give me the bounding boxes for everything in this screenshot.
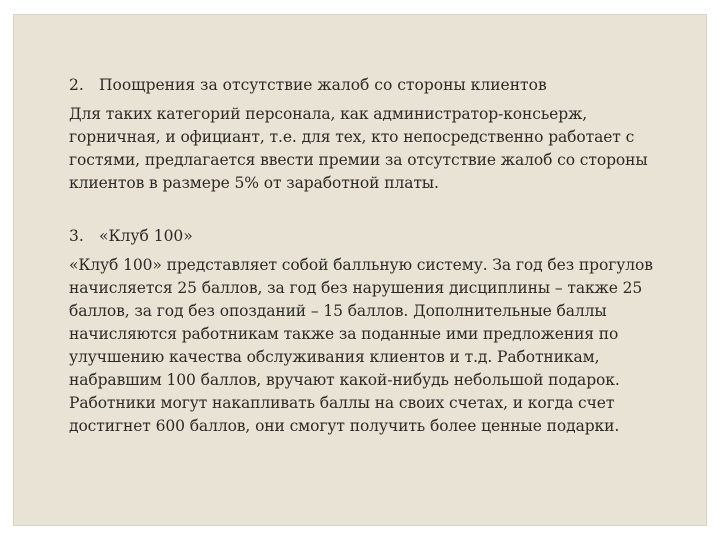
slide-panel [13, 14, 707, 526]
section-club-100 [69, 226, 669, 438]
section-body: «Клуб 100» представляет собой балльную систему. За год без прогулов начисляется 25 баллов, за год без нарушения дисциплины – также 25 баллов, за год без опозданий – 15 баллов. Дополнительные баллы начисляются работникам также за поданные ими предложения по улучшению качества обслуживания клиентов и т.д. Работникам, набравшим 100 баллов, вручают какой-нибудь небольшой подарок. Работники могут накапливать баллы на своих счетах, и когда счет достигнет 600 баллов, они смогут получить более ценные подарки. [69, 256, 653, 435]
section-no-complaints-bonus [69, 75, 669, 195]
section-title: «Клуб 100» [99, 227, 193, 245]
section-body: Для таких категорий персонала, как администратор-консьерж, горничная, и официант, т.е. для тех, кто непосредственно работает с гостями, предлагается ввести премии за отсутствие жалоб со стороны клиентов в размере 5% от заработной платы. [69, 105, 648, 192]
section-number: 2. [69, 76, 84, 94]
slide-content [69, 75, 669, 438]
section-title: Поощрения за отсутствие жалоб со стороны клиентов [99, 76, 547, 94]
section-number: 3. [69, 227, 84, 245]
section-heading [69, 75, 669, 95]
section-heading [69, 226, 669, 246]
